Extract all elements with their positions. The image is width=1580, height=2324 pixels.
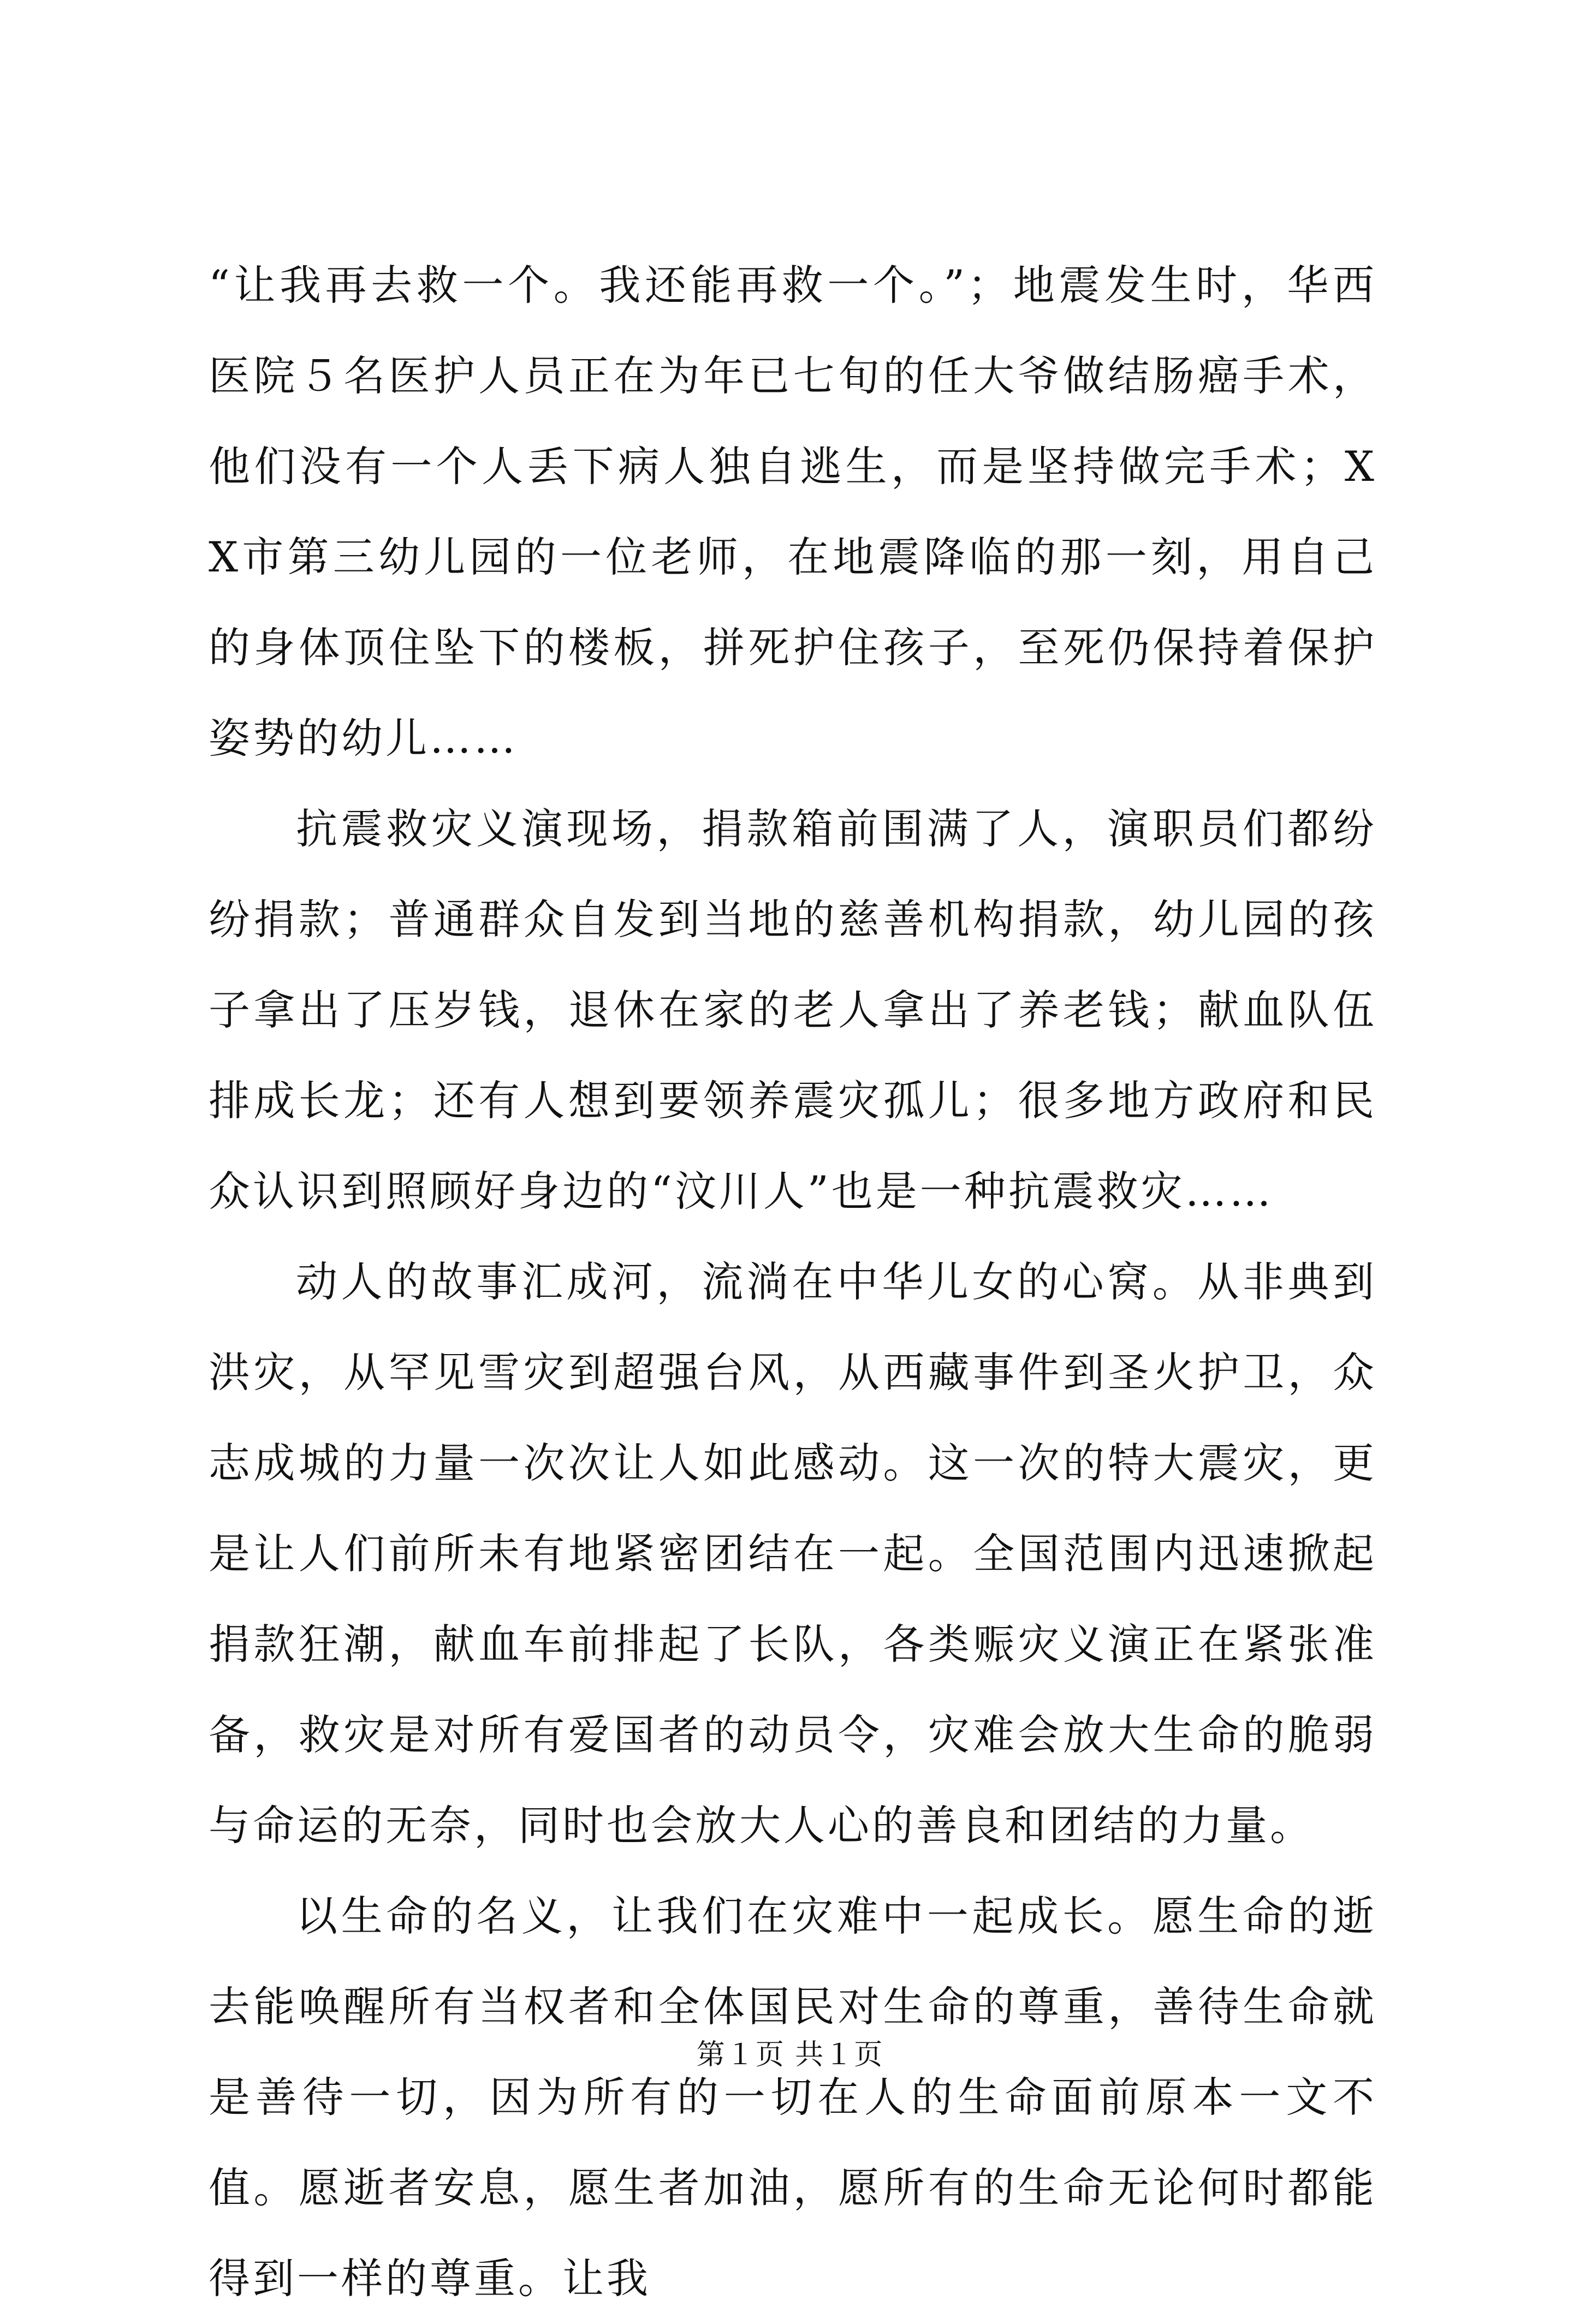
paragraph-2: 抗震救灾义演现场，捐款箱前围满了人，演职员们都纷纷捐款；普通群众自发到当地的慈善机构捐款，幼儿园的孩子拿出了压岁钱，退休在家的老人拿出了养老钱；献血队伍排成长龙；还有人想到要领养震灾孤儿；很多地方政府和民众认识到照顾好身边的“汶川人”也是一种抗震救灾…… bbox=[209, 805, 1377, 1215]
paragraph-4: 以生命的名义，让我们在灾难中一起成长。愿生命的逝去能唤醒所有当权者和全体国民对生命的尊重，善待生命就是善待一切，因为所有的一切在人的生命面前原本一文不值。愿逝者安息，愿生者加油，愿所有的生命无论何时都能得到一样的尊重。让我 bbox=[209, 1892, 1377, 2303]
document-body bbox=[209, 240, 1377, 2324]
paragraph-3: 动人的故事汇成河，流淌在中华儿女的心窝。从非典到洪灾，从罕见雪灾到超强台风，从西藏事件到圣火护卫，众志成城的力量一次次让人如此感动。这一次的特大震灾，更是让人们前所未有地紧密团结在一起。全国范围内迅速掀起捐款狂潮，献血车前排起了长队，各类赈灾义演正在紧张准备，救灾是对所有爱国者的动员令，灾难会放大生命的脆弱与命运的无奈，同时也会放大人心的善良和团结的力量。 bbox=[209, 1258, 1377, 1850]
paragraph-1: “让我再去救一个。我还能再救一个。”；地震发生时，华西医院５名医护人员正在为年已七旬的任大爷做结肠癌手术，他们没有一个人丢下病人独自逃生，而是坚持做完手术；XX市第三幼儿园的一位老师，在地震降临的那一刻，用自己的身体顶住坠下的楼板，拼死护住孩子，至死仍保持着保护姿势的幼儿…… bbox=[209, 261, 1377, 762]
page-footer: 第１页 共１页 bbox=[696, 2039, 884, 2071]
